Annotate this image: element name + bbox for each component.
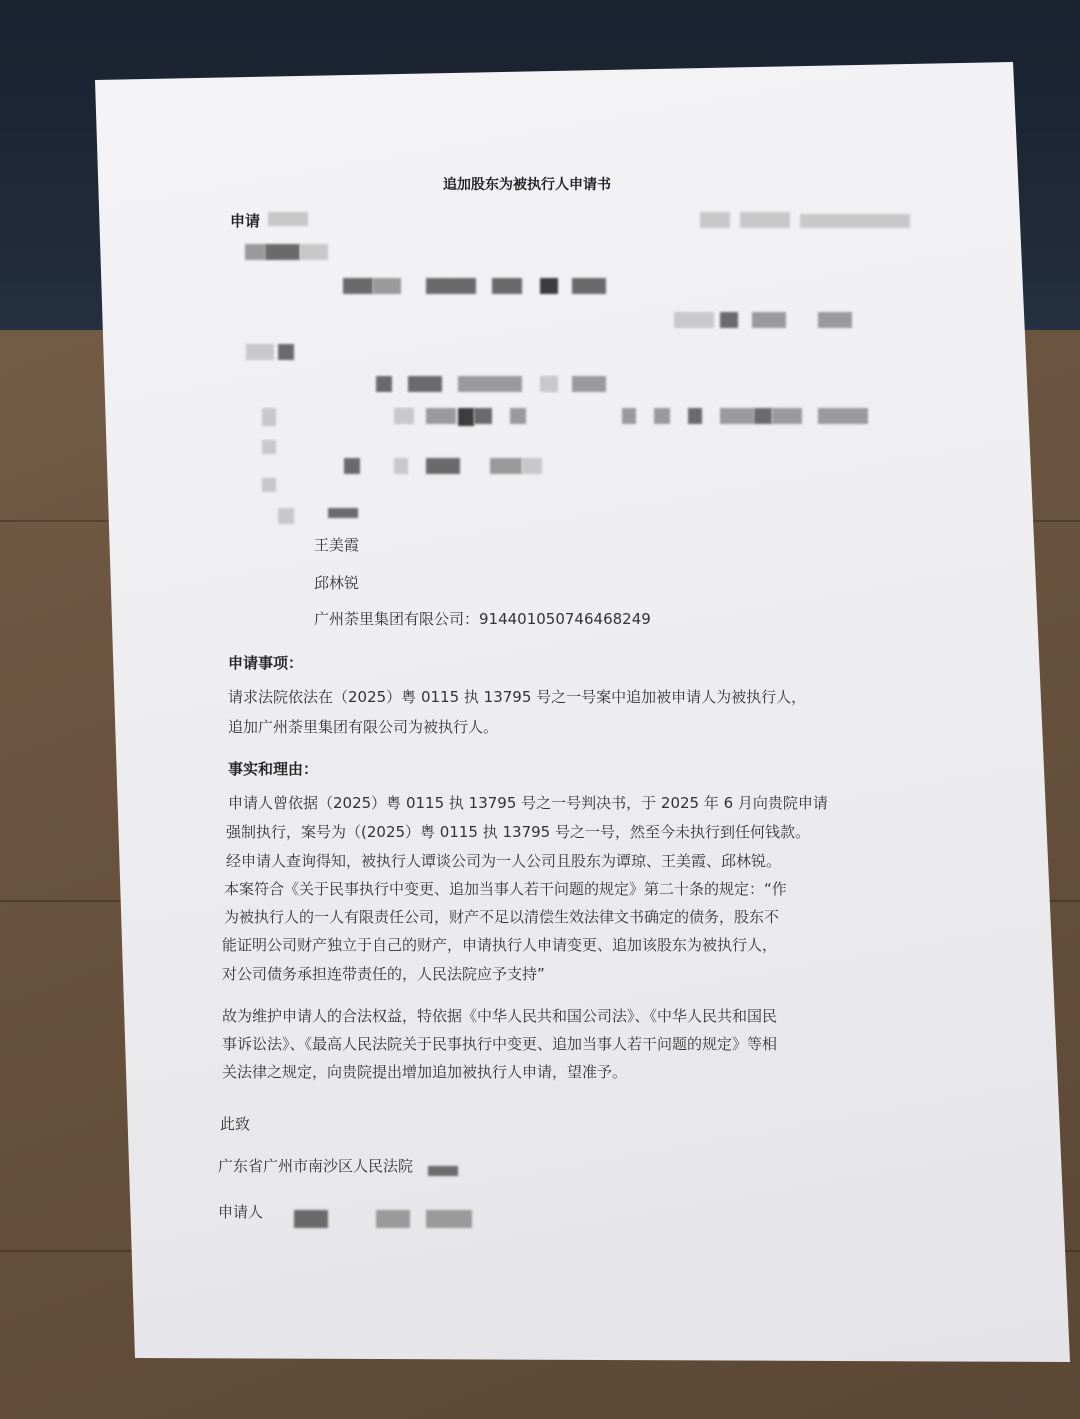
applicant-label: 申请 bbox=[230, 212, 261, 230]
court-name: 广东省广州市南沙区人民法院 bbox=[218, 1157, 414, 1175]
facts-line: 经申请人查询得知，被执行人谭谈公司为一人公司且股东为谭琼、王美霞、邱林锐。 bbox=[226, 852, 782, 870]
closing-salutation: 此致 bbox=[220, 1115, 251, 1133]
facts-line: 为被执行人的一人有限责任公司，财产不足以清偿生效法律文书确定的债务，股东不 bbox=[224, 908, 780, 926]
facts-line: 能证明公司财产独立于自己的财产，申请执行人申请变更、追加该股东为被执行人， bbox=[222, 936, 778, 954]
redacted-mark bbox=[428, 1166, 458, 1176]
facts-line: 本案符合《关于民事执行中变更、追加当事人若干问题的规定》第二十条的规定：“作 bbox=[224, 880, 787, 898]
request-heading: 申请事项： bbox=[228, 654, 304, 672]
document-title: 追加股东为被执行人申请书 bbox=[443, 177, 611, 193]
conclusion-line: 事诉讼法》、《最高人民法院关于民事执行中变更、追加当事人若干问题的规定》等相 bbox=[222, 1035, 778, 1053]
facts-line: 申请人曾依据（2025）粤 0115 执 13795 号之一号判决书，于 2025 年 6 月向贵院申请 bbox=[228, 794, 828, 812]
respondent-2: 邱林锐 bbox=[314, 574, 360, 592]
facts-heading: 事实和理由： bbox=[228, 760, 319, 778]
respondent-1: 王美霞 bbox=[314, 536, 360, 554]
facts-line: 对公司债务承担连带责任的，人民法院应予支持” bbox=[222, 965, 545, 983]
conclusion-line: 关法律之规定，向贵院提出增加追加被执行人申请，望准予。 bbox=[222, 1063, 628, 1081]
request-line: 请求法院依法在（2025）粤 0115 执 13795 号之一号案中追加被申请人为被执行人， bbox=[228, 688, 807, 706]
respondent-3: 广州荼里集团有限公司：914401050746468249 bbox=[314, 610, 651, 628]
facts-line: 强制执行，案号为（(2025）粤 0115 执 13795 号之一号，然至今未执行到任何钱款。 bbox=[226, 823, 810, 841]
request-line: 追加广州荼里集团有限公司为被执行人。 bbox=[228, 718, 499, 736]
conclusion-line: 故为维护申请人的合法权益，特依据《中华人民共和国公司法》、《中华人民共和国民 bbox=[222, 1007, 778, 1025]
signature-label: 申请人 bbox=[218, 1203, 264, 1221]
